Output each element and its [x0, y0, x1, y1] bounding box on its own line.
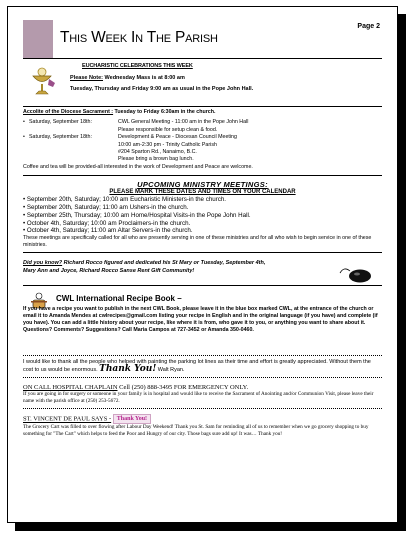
- event-item: [23, 134, 382, 141]
- thank-you-text: I would like to thank all the people who helped with painting the parking lot lines as their time and effort is greatly appreciated. Without them the cost to us would be enormous.: [23, 359, 371, 374]
- meetings-note: These meetings are specifically called for all who are presently serving in one of these ministries and for all who wish to begin service in one of these ministries.: [23, 235, 372, 249]
- confirmation-line: [23, 109, 382, 116]
- eucharistic-title: EUCHARISTIC CELEBRATIONS THIS WEEK: [82, 63, 193, 69]
- page-content: [23, 20, 382, 514]
- hospital-body: If you are going in for surgery or someone in your family is in hospital and would like to receive the Sacrament of Anointing and/or Communion Visit, please leave their name with the parish office at (250) 253-5672.: [23, 391, 374, 405]
- events-list: [23, 119, 382, 163]
- bullet: •: [23, 119, 25, 126]
- eucharistic-line: Tuesday, Thursday and Friday 9:00 am as usual in the Pope John Hall.: [70, 86, 254, 92]
- eucharistic-note-label: Please Note:: [70, 75, 104, 81]
- divider: [23, 175, 382, 176]
- chalice-icon: [27, 67, 57, 97]
- meeting-item: • October 4th, Saturday; 10:00 am Proclaimers-in the church.: [23, 219, 191, 227]
- confirmation-label: Accolite of the Diocese Sacrament :: [23, 109, 114, 115]
- header-color-tab: [23, 20, 53, 58]
- meeting-item: • September 25th, Thursday; 10:00 am Home/Hospital Visits-in the Pope John Hall.: [23, 211, 251, 219]
- thank-you-section: [23, 359, 382, 374]
- page-header: [23, 20, 382, 59]
- meeting-item: • September 20th, Saturday; 10:00 am Eucharistic Ministers-in the church.: [23, 196, 227, 204]
- svp-title: ST. VINCENT DE PAUL SAYS -: [23, 415, 112, 423]
- did-you-know-label: Did you know?: [23, 260, 63, 267]
- coffee-note: Coffee and tea will be provided-all interested in the work of Development and Peace are welcome.: [23, 163, 253, 170]
- confirmation-text: Tuesday to Friday 6:30am in the church.: [113, 109, 216, 115]
- meetings-subtitle: PLEASE MARK THESE DATES AND TIMES ON YOUR CALENDAR: [109, 189, 296, 196]
- event-detail: Please bring a brown bag lunch.: [118, 156, 194, 163]
- page-number: Page 2: [357, 23, 380, 30]
- meetings-list: [23, 196, 382, 235]
- page-title: This Week In The Parish: [60, 29, 218, 46]
- did-you-know-line-1: [23, 259, 382, 267]
- event-text: CWL General Meeting - 11:00 am in the Pope John Hall: [118, 119, 249, 126]
- dotted-divider: [23, 408, 382, 409]
- recipe-title: CWL International Recipe Book –: [56, 294, 182, 304]
- event-detail: #204 Sparton Rd., Nanaimo, B.C.: [118, 149, 197, 155]
- mouse-icon: [338, 265, 372, 283]
- divider: [23, 252, 382, 253]
- divider: [23, 106, 382, 107]
- dotted-divider: [23, 355, 382, 356]
- event-detail: Please responsible for setup clean & food.: [118, 126, 218, 133]
- meetings-title: UPCOMING MINISTRY MEETINGS:: [137, 180, 268, 190]
- thank-you-signature: Thank You!: [99, 364, 157, 375]
- recipe-body: If you have a recipe you want to publish in the next CWL Book, please leave it in the blue box marked CWL, at the entrance of the church or email it to Amanda Mendes at cwlrecipes@gmail.com listing your recipe in English and in the original language (if you have) and complete (if you have). You can add a little history about your recipe, like where it is from, who gave it to you, or anything you want to share about it. Questions? Comments? Suggestions? Call Maria Campos at 727-3452 or Amanda 350-0460.: [23, 306, 378, 334]
- hospital-phone: Cell (250) 888-3495 FOR EMERGENCY ONLY.: [117, 384, 249, 392]
- eucharistic-note: [70, 75, 185, 81]
- did-you-know-text-2: Mary Ann and Joyce, Richard Rocco Sanse Rent Gift Community!: [23, 268, 195, 275]
- meeting-item: • September 20th, Saturday; 11:00 am Ushers-in the church.: [23, 204, 189, 212]
- meeting-item: • October 4th, Saturday; 11:00 am Altar Servers-in the church.: [23, 227, 193, 235]
- thank-you-graphic: Thank You!: [113, 414, 151, 424]
- did-you-know-text-1: Richard Rocco figured and dedicated his St Mary or Tuesday, September 4th,: [62, 260, 266, 267]
- event-text: Development & Peace - Diocesan Council Meeting: [118, 134, 237, 141]
- eucharistic-note-text: Wednesday Mass is at 8:00 am: [103, 75, 185, 81]
- event-detail: 10:00 am-2:30 pm - Trinity Catholic Parish: [118, 141, 217, 148]
- event-date: Saturday, September 18th:: [29, 134, 92, 141]
- eucharistic-section: [23, 61, 382, 106]
- svp-header: [23, 414, 382, 424]
- hospital-title: ON CALL HOSPITAL CHAPLAIN: [23, 384, 118, 392]
- recipe-section: [23, 290, 382, 352]
- svp-body: The Grocery Cart was filled to over flowing after Labour Day Weekend! Thank you St. Sam for reminding all of us to remember when we go grocery shopping to buy something for "The Cart" which helps to feed the Poor and Hungry of our city. Those bags sure add up! It was… Thank you!: [23, 424, 369, 438]
- dotted-divider: [23, 377, 382, 378]
- event-date: Saturday, September 18th:: [29, 119, 92, 126]
- newsletter-page: [7, 6, 398, 523]
- event-item: [23, 119, 382, 126]
- bullet: •: [23, 134, 25, 141]
- thank-you-signer: Walt Ryan.: [157, 367, 185, 374]
- divider: [23, 285, 382, 286]
- did-you-know-section: [23, 259, 382, 285]
